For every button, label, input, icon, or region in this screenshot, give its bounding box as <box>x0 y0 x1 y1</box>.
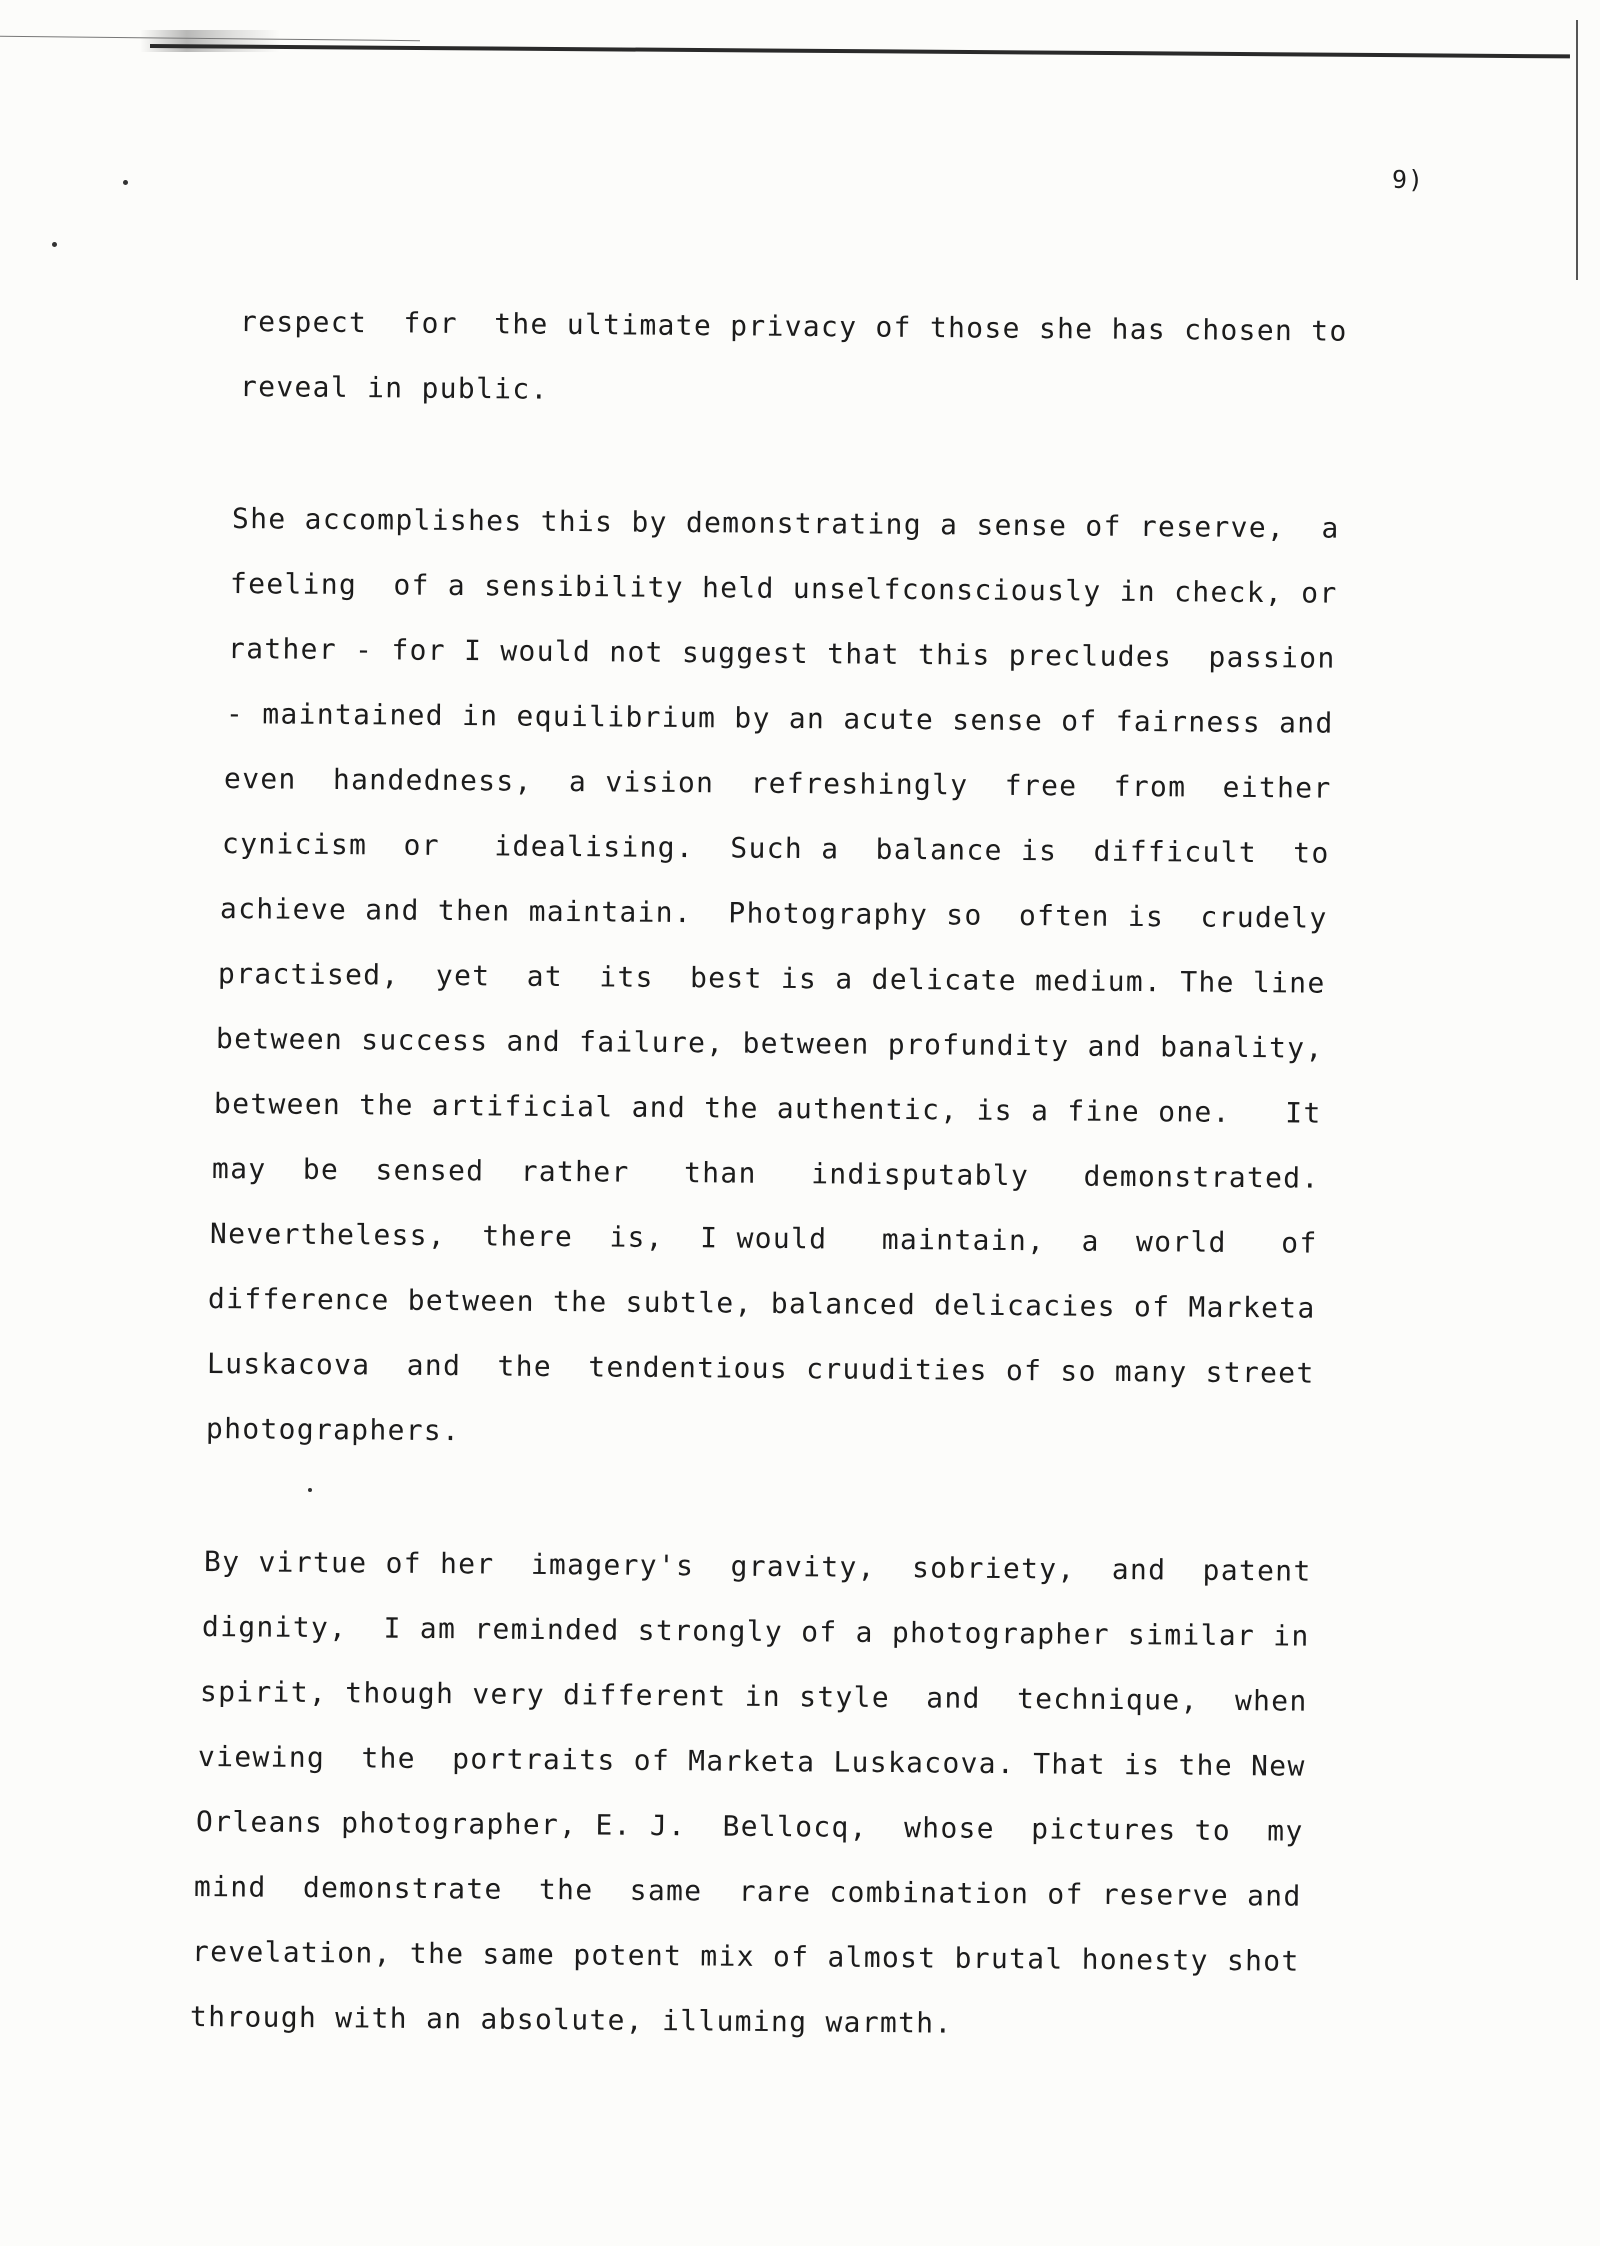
text-line: respect for the ultimate privacy of those she has chosen to <box>239 305 1348 348</box>
scan-speck <box>308 1488 312 1492</box>
text-line: through with an absolute, illuming warmth. <box>189 2000 953 2040</box>
text-line: Orleans photographer, E. J. Bellocq, whose pictures to my <box>195 1805 1304 1848</box>
text-line: Luskacova and the tendentious cruudities of so many street <box>206 1347 1315 1390</box>
text-line: revelation, the same potent mix of almost brutal honesty shot <box>191 1935 1300 1978</box>
text-line: She accomplishes this by demonstrating a sense of reserve, a <box>231 502 1340 545</box>
scan-speck <box>123 180 128 185</box>
text-line: feeling of a sensibility held unselfconsciously in check, or <box>229 567 1338 610</box>
text-line: achieve and then maintain. Photography so often is crudely <box>219 892 1328 935</box>
text-line: reveal in public. <box>239 370 549 406</box>
text-line: spirit, though very different in style and technique, when <box>199 1675 1308 1718</box>
text-line: difference between the subtle, balanced delicacies of Marketa <box>207 1282 1316 1325</box>
text-line: rather - for I would not suggest that this precludes passion <box>227 632 1336 675</box>
text-line: viewing the portraits of Marketa Luskacova. That is the New <box>197 1740 1306 1783</box>
text-line: practised, yet at its best is a delicate medium. The line <box>217 957 1326 1000</box>
text-line: even handedness, a vision refreshingly free from either <box>223 762 1332 805</box>
scan-speck <box>52 242 57 247</box>
text-line: By virtue of her imagery's gravity, sobriety, and patent <box>203 1545 1312 1588</box>
text-line: cynicism or idealising. Such a balance is difficult to <box>221 827 1330 870</box>
right-edge-mark <box>1576 20 1578 280</box>
text-line: photographers. <box>205 1412 461 1448</box>
text-line: between success and failure, between profundity and banality, <box>215 1022 1324 1065</box>
text-line: may be sensed rather than indisputably demonstrated. <box>211 1152 1320 1195</box>
text-line: between the artificial and the authentic, is a fine one. It <box>213 1087 1322 1130</box>
text-line: - maintained in equilibrium by an acute sense of fairness and <box>225 697 1334 740</box>
text-line: mind demonstrate the same rare combination of reserve and <box>193 1870 1302 1913</box>
text-line: Nevertheless, there is, I would maintain, a world of <box>209 1217 1318 1260</box>
top-rule <box>150 44 1570 58</box>
page-number: 9) <box>1392 165 1425 194</box>
text-line: dignity, I am reminded strongly of a photographer similar in <box>201 1610 1310 1653</box>
